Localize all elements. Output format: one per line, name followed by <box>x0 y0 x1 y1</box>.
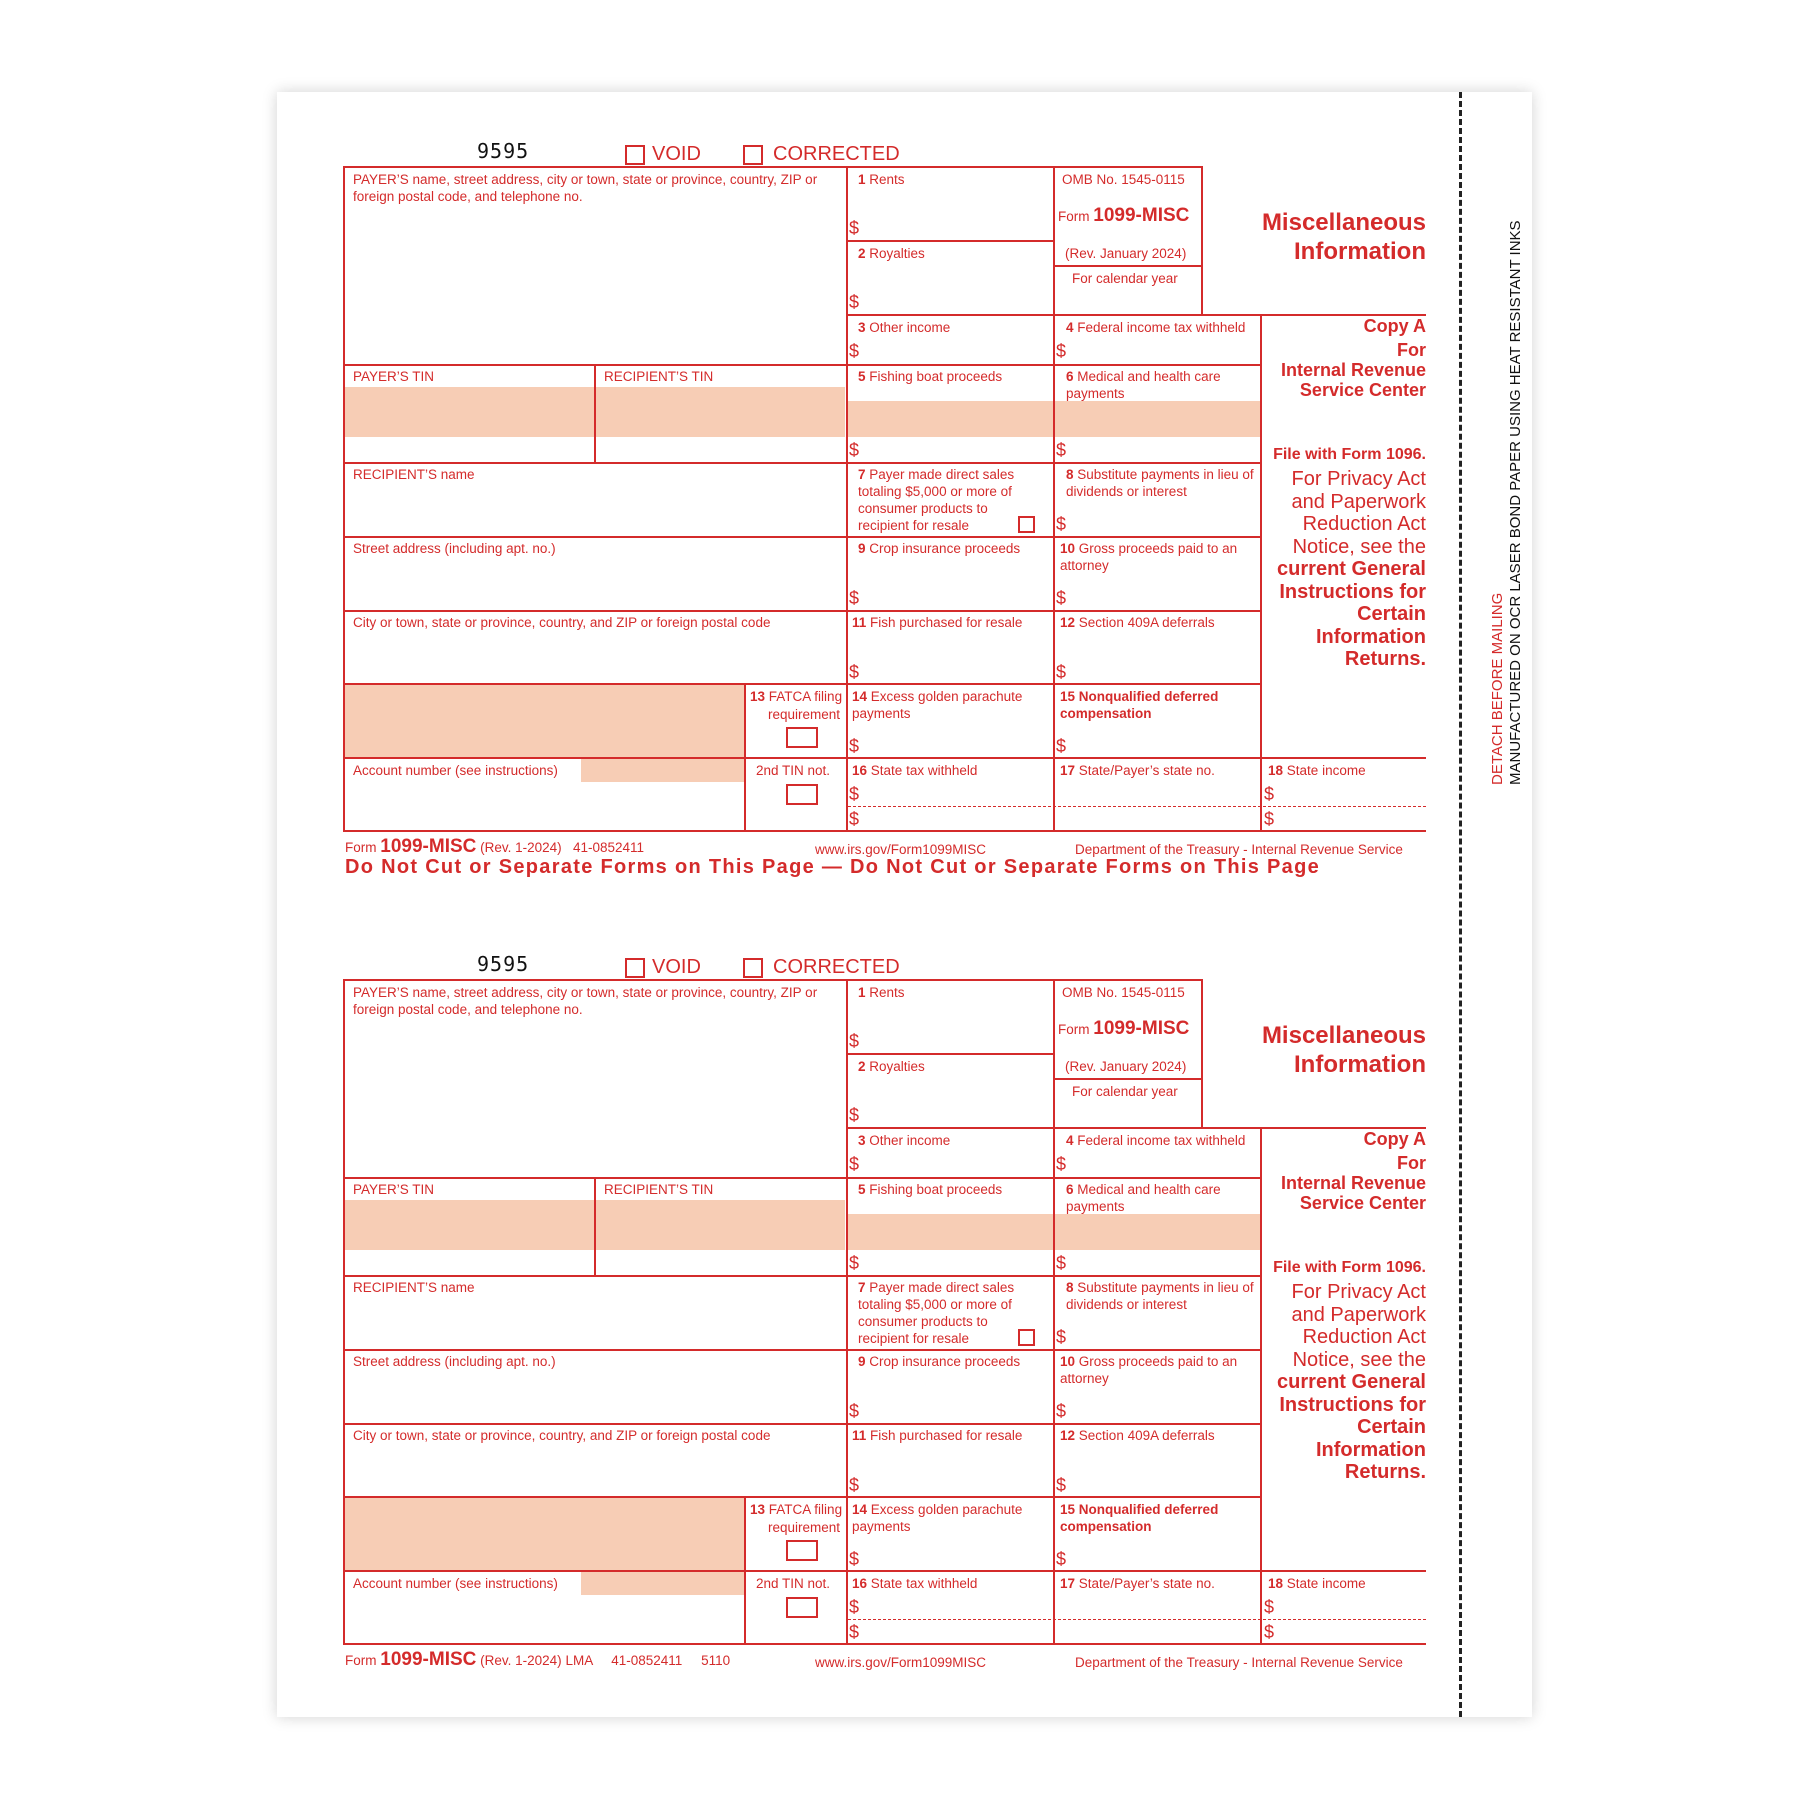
manufactured-notice: MANUFACTURED ON OCR LASER BOND PAPER USING HEAT RESISTANT INKS <box>1507 220 1524 785</box>
form-code: 9595 <box>477 952 530 976</box>
payer-name-label: PAYER’S name, street address, city or town, state or province, country, ZIP or foreign postal code, and telephone no. <box>353 172 818 204</box>
second-tin-label: 2nd TIN not. <box>756 1576 831 1591</box>
box4-label: 4 Federal income tax withheld <box>1066 1133 1246 1148</box>
box2-label: 2 Royalties <box>858 246 925 261</box>
calendar-year: For calendar year <box>1072 271 1178 286</box>
form-title: Miscellaneous Information <box>1261 1022 1426 1078</box>
box5-label: 5 Fishing boat proceeds <box>858 369 1003 384</box>
corrected-checkbox[interactable] <box>743 145 763 165</box>
box10-label: 10 Gross proceeds paid to an attorney <box>1060 1354 1238 1386</box>
box7-label: 7 Payer made direct sales totaling $5,000 or more of consumer products to recipient for resale <box>858 467 1015 533</box>
account-label: Account number (see instructions) <box>353 1576 558 1591</box>
box11-label: 11 Fish purchased for resale <box>852 615 1023 630</box>
fatca-label-2: requirement <box>767 707 840 722</box>
privacy-notice: For Privacy Act and Paperwork Reduction Act Notice, see the current General Instructions for Certain Information Returns. <box>1277 1281 1426 1483</box>
void-label: VOID <box>652 143 701 165</box>
recipient-name-label: RECIPIENT’S name <box>353 467 475 482</box>
box1-label: 1 Rents <box>858 985 905 1000</box>
box12-dollar: $ <box>1056 1475 1067 1495</box>
box18-dollar-1: $ <box>1264 784 1275 804</box>
box7-checkbox[interactable] <box>1018 1329 1035 1346</box>
box10-label: 10 Gross proceeds paid to an attorney <box>1060 541 1238 573</box>
box4-dollar: $ <box>1056 1154 1067 1174</box>
box17-label: 17 State/Payer’s state no. <box>1060 763 1215 778</box>
form-title: Miscellaneous Information <box>1261 209 1426 265</box>
box8-label: 8 Substitute payments in lieu of dividends or interest <box>1066 467 1254 499</box>
fatca-label-2: requirement <box>767 1520 840 1535</box>
box7-checkbox[interactable] <box>1018 516 1035 533</box>
city-label: City or town, state or province, country, and ZIP or foreign postal code <box>353 1428 771 1443</box>
box8-label: 8 Substitute payments in lieu of dividends or interest <box>1066 1280 1254 1312</box>
box8-dollar: $ <box>1056 1327 1067 1347</box>
box12-label: 12 Section 409A deferrals <box>1060 1428 1215 1443</box>
calendar-year: For calendar year <box>1072 1084 1178 1099</box>
box3-dollar: $ <box>849 1154 860 1174</box>
void-label: VOID <box>652 956 701 978</box>
revision: (Rev. January 2024) <box>1065 1059 1187 1074</box>
fatca-shading <box>345 1498 744 1572</box>
box14-label: 14 Excess golden parachute payments <box>852 1502 1023 1534</box>
box15-label: 15 Nonqualified deferred compensation <box>1060 689 1219 721</box>
omb-number: OMB No. 1545-0115 <box>1062 172 1185 187</box>
recipient-tin-label: RECIPIENT’S TIN <box>604 1182 714 1197</box>
privacy-notice: For Privacy Act and Paperwork Reduction Act Notice, see the current General Instructions for Certain Information Returns. <box>1277 468 1426 670</box>
box15-dollar: $ <box>1056 736 1067 756</box>
form-copy-top <box>0 0 1800 878</box>
box16-dollar-2: $ <box>849 809 860 829</box>
box3-label: 3 Other income <box>858 320 951 335</box>
second-tin-label: 2nd TIN not. <box>756 763 831 778</box>
box4-label: 4 Federal income tax withheld <box>1066 320 1246 335</box>
box6-dollar: $ <box>1056 440 1067 460</box>
account-shading <box>581 759 744 782</box>
recipient-tin-label: RECIPIENT’S TIN <box>604 369 714 384</box>
payer-tin-label: PAYER’S TIN <box>353 369 435 384</box>
box17-label: 17 State/Payer’s state no. <box>1060 1576 1215 1591</box>
fatca-checkbox[interactable] <box>786 1540 818 1561</box>
second-tin-checkbox[interactable] <box>786 784 818 805</box>
box16-dollar-1: $ <box>849 1597 860 1617</box>
corrected-checkbox[interactable] <box>743 958 763 978</box>
file-with-1096: File with Form 1096. <box>1273 1259 1426 1276</box>
box18-label: 18 State income <box>1268 1576 1366 1591</box>
box2-dollar: $ <box>849 292 860 312</box>
box4-dollar: $ <box>1056 341 1067 361</box>
copy-a-heading: Copy A For Internal Revenue Service Center <box>1280 1129 1426 1213</box>
box14-dollar: $ <box>849 1549 860 1569</box>
street-label: Street address (including apt. no.) <box>353 541 556 556</box>
box18-dollar-2: $ <box>1264 809 1275 829</box>
box2-dollar: $ <box>849 1105 860 1125</box>
box5-dollar: $ <box>849 440 860 460</box>
box3-dollar: $ <box>849 341 860 361</box>
fatca-checkbox[interactable] <box>786 727 818 748</box>
box8-dollar: $ <box>1056 514 1067 534</box>
box1-dollar: $ <box>849 218 860 238</box>
box11-dollar: $ <box>849 662 860 682</box>
form-copy-bottom <box>0 813 1800 1670</box>
box18-dollar-1: $ <box>1264 1597 1275 1617</box>
form-name: Form 1099-MISC <box>1058 1018 1190 1039</box>
corrected-label: CORRECTED <box>773 143 900 165</box>
footer-form-name: Form 1099-MISC (Rev. 1-2024) LMA 41-0852411 5110 <box>345 1649 731 1670</box>
form-code: 9595 <box>477 139 530 163</box>
fatca-shading <box>345 685 744 759</box>
corrected-label: CORRECTED <box>773 956 900 978</box>
box1-label: 1 Rents <box>858 172 905 187</box>
box5-label: 5 Fishing boat proceeds <box>858 1182 1003 1197</box>
account-shading <box>581 1572 744 1595</box>
payer-tin-label: PAYER’S TIN <box>353 1182 435 1197</box>
box10-dollar: $ <box>1056 588 1067 608</box>
box12-dollar: $ <box>1056 662 1067 682</box>
box15-label: 15 Nonqualified deferred compensation <box>1060 1502 1219 1534</box>
box16-dollar-1: $ <box>849 784 860 804</box>
box1-dollar: $ <box>849 1031 860 1051</box>
fatca-label: 13 FATCA filing <box>750 689 843 704</box>
box16-dollar-2: $ <box>849 1622 860 1642</box>
second-tin-checkbox[interactable] <box>786 1597 818 1618</box>
box14-dollar: $ <box>849 736 860 756</box>
box9-label: 9 Crop insurance proceeds <box>858 541 1021 556</box>
box14-label: 14 Excess golden parachute payments <box>852 689 1023 721</box>
footer-url: www.irs.gov/Form1099MISC <box>815 1655 987 1670</box>
detach-notice: DETACH BEFORE MAILING <box>1489 592 1506 785</box>
payer-name-label: PAYER’S name, street address, city or town, state or province, country, ZIP or foreign postal code, and telephone no. <box>353 985 818 1017</box>
city-label: City or town, state or province, country, and ZIP or foreign postal code <box>353 615 771 630</box>
copy-a-heading: Copy A For Internal Revenue Service Center <box>1280 316 1426 400</box>
omb-number: OMB No. 1545-0115 <box>1062 985 1185 1000</box>
fatca-label: 13 FATCA filing <box>750 1502 843 1517</box>
void-checkbox[interactable] <box>625 145 645 165</box>
box9-dollar: $ <box>849 588 860 608</box>
box6-label: 6 Medical and health care payments <box>1066 1182 1221 1214</box>
footer-dept: Department of the Treasury - Internal Revenue Service <box>1075 842 1403 857</box>
footer-dept: Department of the Treasury - Internal Revenue Service <box>1075 1655 1403 1670</box>
do-not-cut-warning: Do Not Cut or Separate Forms on This Page — Do Not Cut or Separate Forms on This Page <box>345 856 1321 878</box>
box18-dollar-2: $ <box>1264 1622 1275 1642</box>
box16-label: 16 State tax withheld <box>852 763 978 778</box>
box10-dollar: $ <box>1056 1401 1067 1421</box>
box11-dollar: $ <box>849 1475 860 1495</box>
footer-url: www.irs.gov/Form1099MISC <box>815 842 987 857</box>
box6-label: 6 Medical and health care payments <box>1066 369 1221 401</box>
box18-label: 18 State income <box>1268 763 1366 778</box>
form-name: Form 1099-MISC <box>1058 205 1190 226</box>
void-checkbox[interactable] <box>625 958 645 978</box>
recipient-name-label: RECIPIENT’S name <box>353 1280 475 1295</box>
box6-dollar: $ <box>1056 1253 1067 1273</box>
box3-label: 3 Other income <box>858 1133 951 1148</box>
account-label: Account number (see instructions) <box>353 763 558 778</box>
box15-dollar: $ <box>1056 1549 1067 1569</box>
revision: (Rev. January 2024) <box>1065 246 1187 261</box>
box9-label: 9 Crop insurance proceeds <box>858 1354 1021 1369</box>
box12-label: 12 Section 409A deferrals <box>1060 615 1215 630</box>
box11-label: 11 Fish purchased for resale <box>852 1428 1023 1443</box>
file-with-1096: File with Form 1096. <box>1273 446 1426 463</box>
box7-label: 7 Payer made direct sales totaling $5,000 or more of consumer products to recipient for resale <box>858 1280 1015 1346</box>
box9-dollar: $ <box>849 1401 860 1421</box>
box2-label: 2 Royalties <box>858 1059 925 1074</box>
box5-dollar: $ <box>849 1253 860 1273</box>
box16-label: 16 State tax withheld <box>852 1576 978 1591</box>
street-label: Street address (including apt. no.) <box>353 1354 556 1369</box>
footer-form-name: Form 1099-MISC (Rev. 1-2024) 41-0852411 <box>345 836 645 857</box>
